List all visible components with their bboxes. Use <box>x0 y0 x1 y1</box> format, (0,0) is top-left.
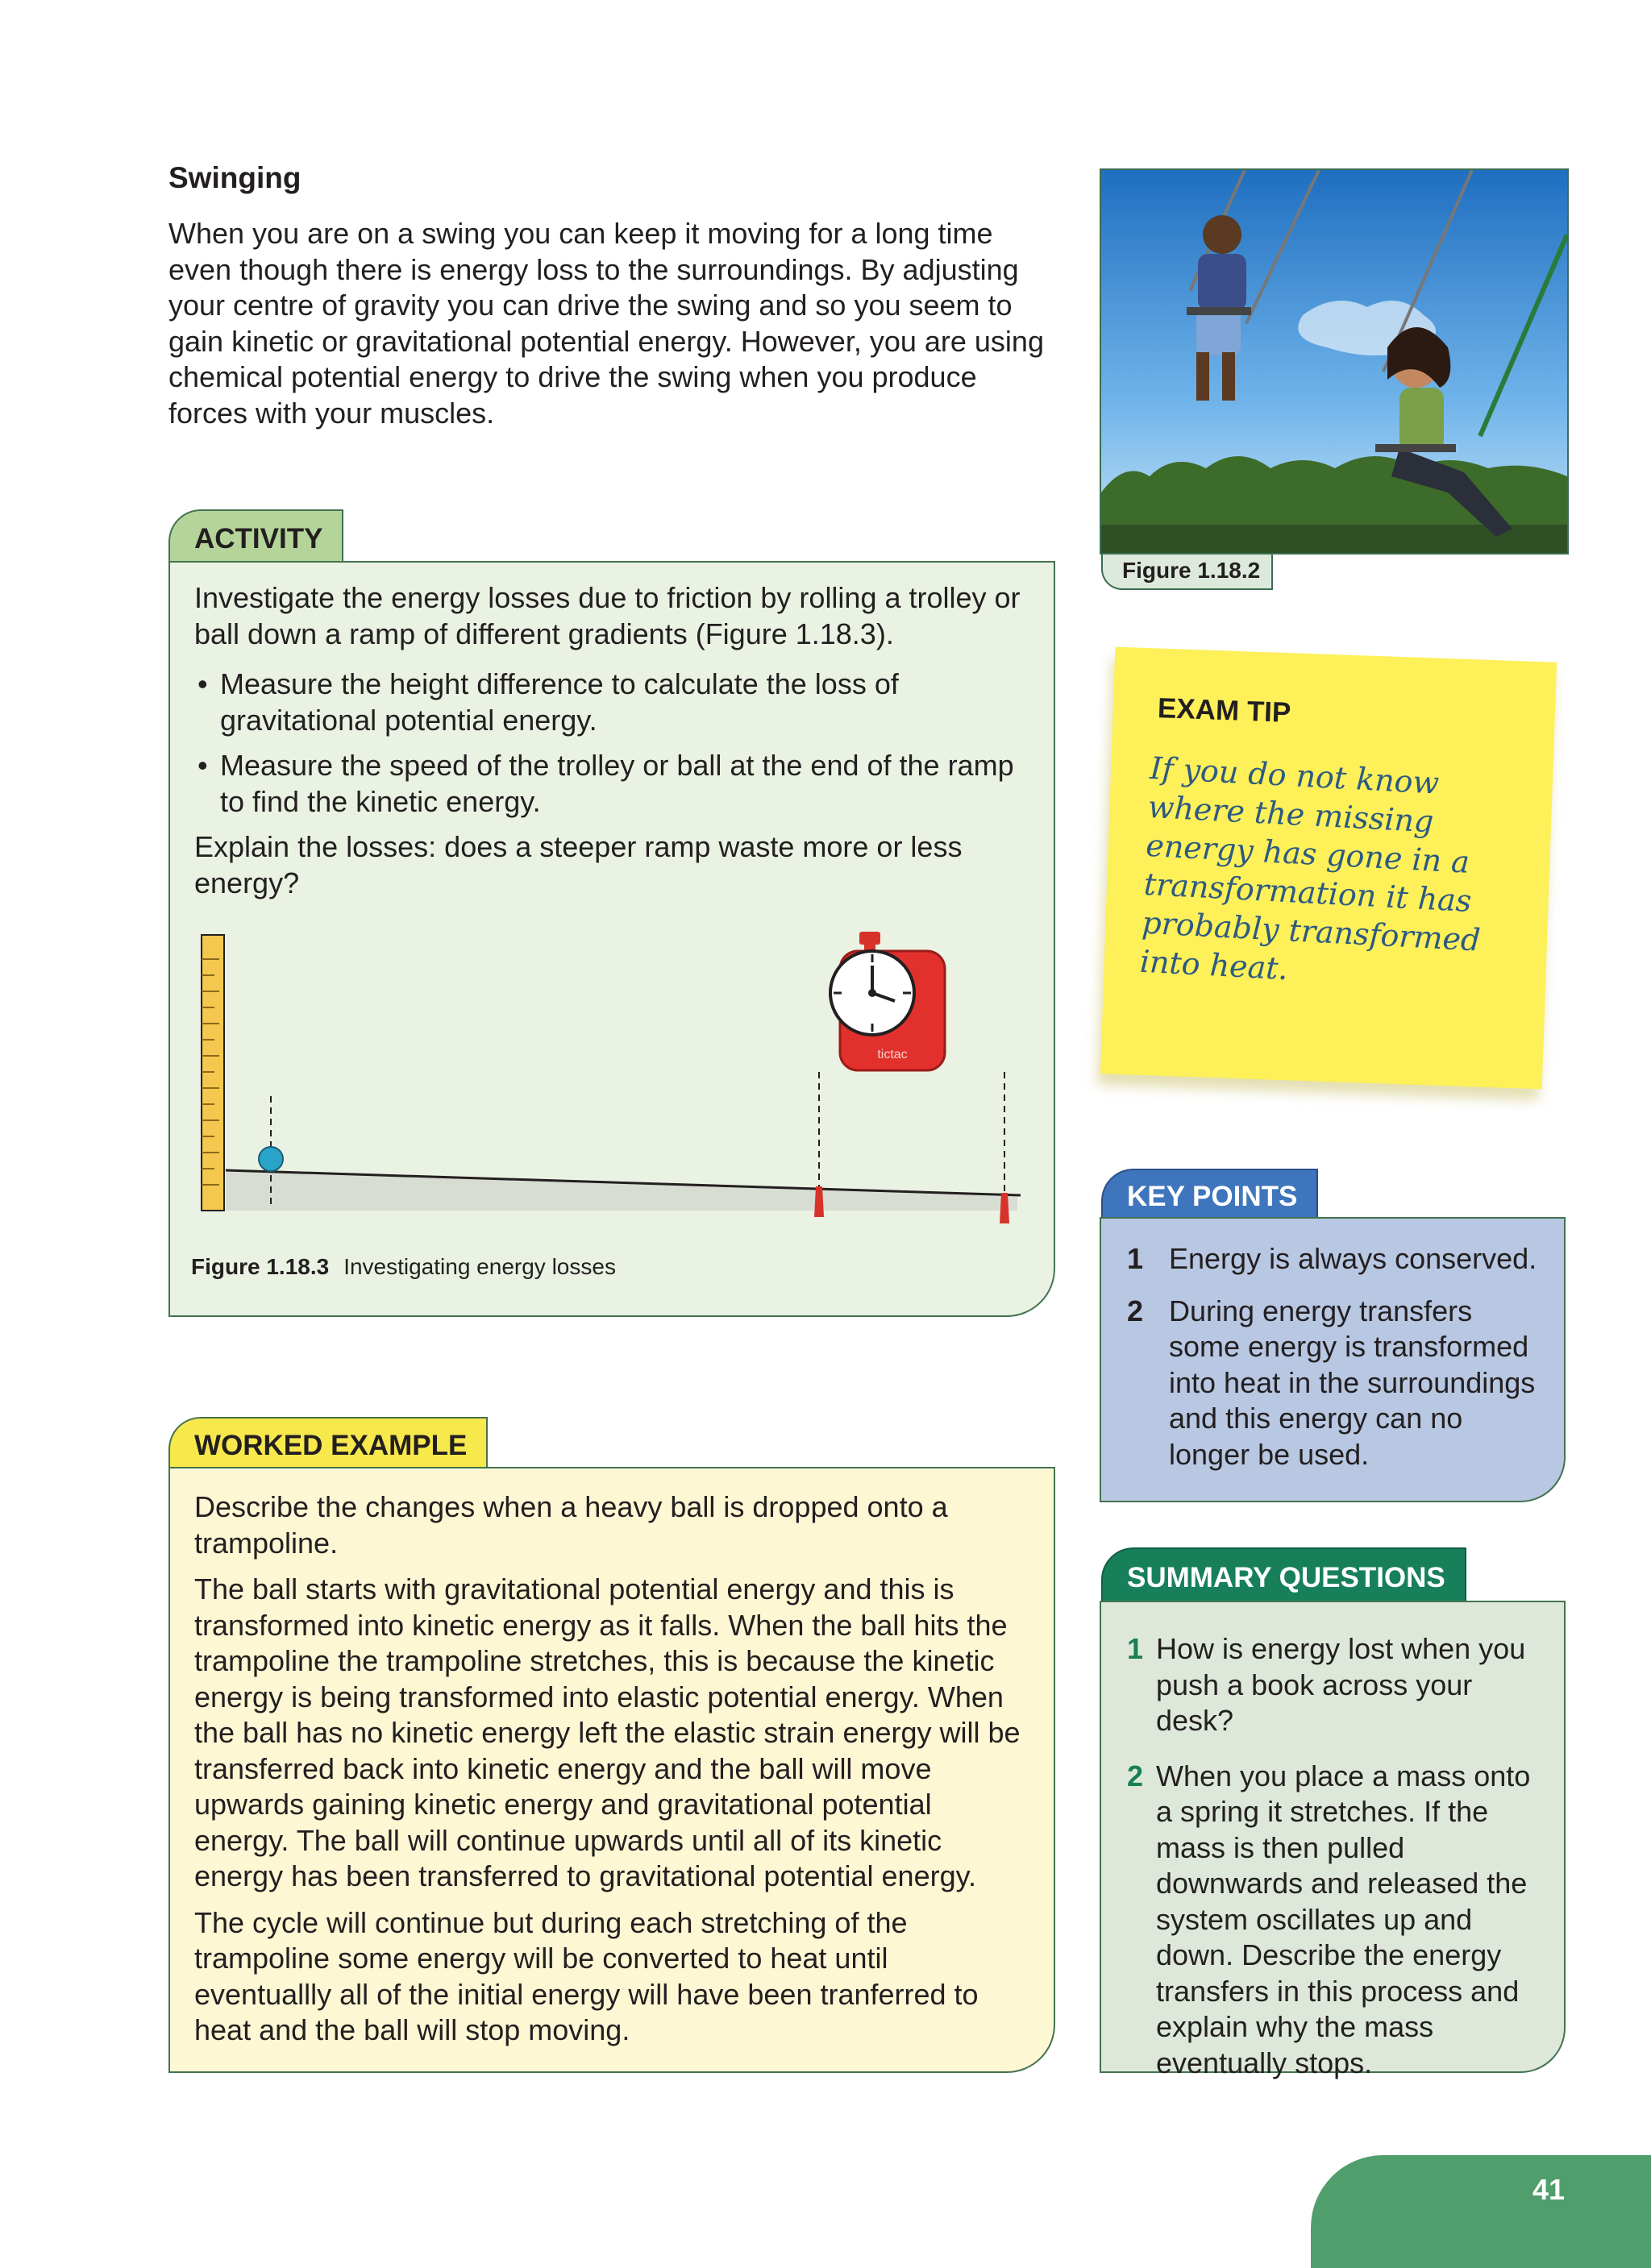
ramp-diagram <box>190 927 1029 1237</box>
section-heading-swinging: Swinging <box>168 161 302 194</box>
key-point-number: 2 <box>1127 1294 1144 1327</box>
swinging-paragraph: When you are on a swing you can keep it moving for a long time even though there is energy loss to the surroundings. By adjusting your centre of gravity you can drive the swing and so you seem to gain kinetic or gravitational potential energy. However, you are using chemical potential energy to drive the swing when you produce forces with your muscles. <box>168 217 1044 430</box>
exam-tip-text: If you do not know where the missing energy has gone in a transformation it has probably transformed into heat. <box>1138 750 1482 987</box>
stopwatch-brand: tictac <box>877 1048 908 1061</box>
key-point-text: During energy transfers some energy is transformed into heat in the surroundings and this energy can no longer be used. <box>1169 1294 1536 1471</box>
worked-example-paragraph: The ball starts with gravitational potential energy and this is transformed into kinetic energy as it falls. When the ball hits the trampoline the trampoline stretches, this is because the kinetic energy is being transformed into elastic potential energy. When the ball has no kinetic energy left the elastic strain energy will be transferred back into kinetic energy and the ball will move upwards gaining kinetic energy and gravitational potential energy. The ball will continue upwards until all of its kinetic energy has been transferred to gravitational potential energy. <box>194 1572 1021 1892</box>
key-point-text: Energy is always conserved. <box>1169 1242 1537 1275</box>
exam-tip-title: EXAM TIP <box>1157 692 1291 729</box>
worked-example-question: Describe the changes when a heavy ball is dropped onto a trampoline. <box>194 1490 948 1560</box>
activity-bullet: • Measure the height difference to calculate the loss of gravitational potential energy. <box>194 667 1041 738</box>
worked-example-paragraph: The cycle will continue but during each stretching of the trampoline some energy will be converted to heat until eventuallly all of the initial energy will have been tranferred to heat and the ball will stop moving. <box>194 1905 979 2046</box>
figure-caption <box>191 1254 616 1280</box>
summary-question-number: 2 <box>1127 1759 1144 1792</box>
light-gate-icon <box>814 1186 824 1217</box>
key-points-list <box>1127 1241 1546 1489</box>
summary-questions-tab: SUMMARY QUESTIONS <box>1101 1547 1466 1602</box>
summary-question-number: 1 <box>1127 1632 1144 1665</box>
activity-content <box>194 580 1041 901</box>
summary-question-item <box>1127 1631 1546 1739</box>
ball-icon <box>259 1147 283 1171</box>
activity-tab: ACTIVITY <box>168 509 343 563</box>
worked-example-tab: WORKED EXAMPLE <box>168 1417 488 1468</box>
summary-questions-list <box>1127 1631 1546 2100</box>
figure-number: Figure 1.18.3 <box>191 1254 330 1279</box>
key-point-number: 1 <box>1127 1242 1144 1275</box>
activity-intro: Investigate the energy losses due to friction by rolling a trolley or ball down a ramp of different gradients (Figure 1.18.3). <box>194 581 1021 650</box>
page-number: 41 <box>1532 2173 1566 2206</box>
light-gate-icon <box>1000 1193 1009 1223</box>
figure-title: Investigating energy losses <box>343 1254 616 1279</box>
key-points-tab: KEY POINTS <box>1101 1169 1318 1219</box>
summary-question-text: How is energy lost when you push a book across your desk? <box>1156 1632 1526 1737</box>
summary-question-item <box>1127 1759 1546 2082</box>
photo-caption: Figure 1.18.2 <box>1101 555 1273 590</box>
stopwatch-icon <box>830 932 945 1070</box>
activity-closing: Explain the losses: does a steeper ramp waste more or less energy? <box>194 830 963 899</box>
swing-photo <box>1100 168 1569 555</box>
summary-question-text: When you place a mass onto a spring it stretches. If the mass is then pulled downwards and released the system oscillates up and down. Describe the energy transfers in this process and explain why the mass eventually stops. <box>1156 1759 1531 2079</box>
worked-example-content <box>194 1489 1033 2049</box>
key-point-item <box>1127 1294 1546 1473</box>
page-number-tab <box>1311 2155 1651 2268</box>
activity-bullet: • Measure the speed of the trolley or ball at the end of the ramp to find the kinetic energy. <box>194 748 1041 820</box>
key-point-item <box>1127 1241 1546 1277</box>
